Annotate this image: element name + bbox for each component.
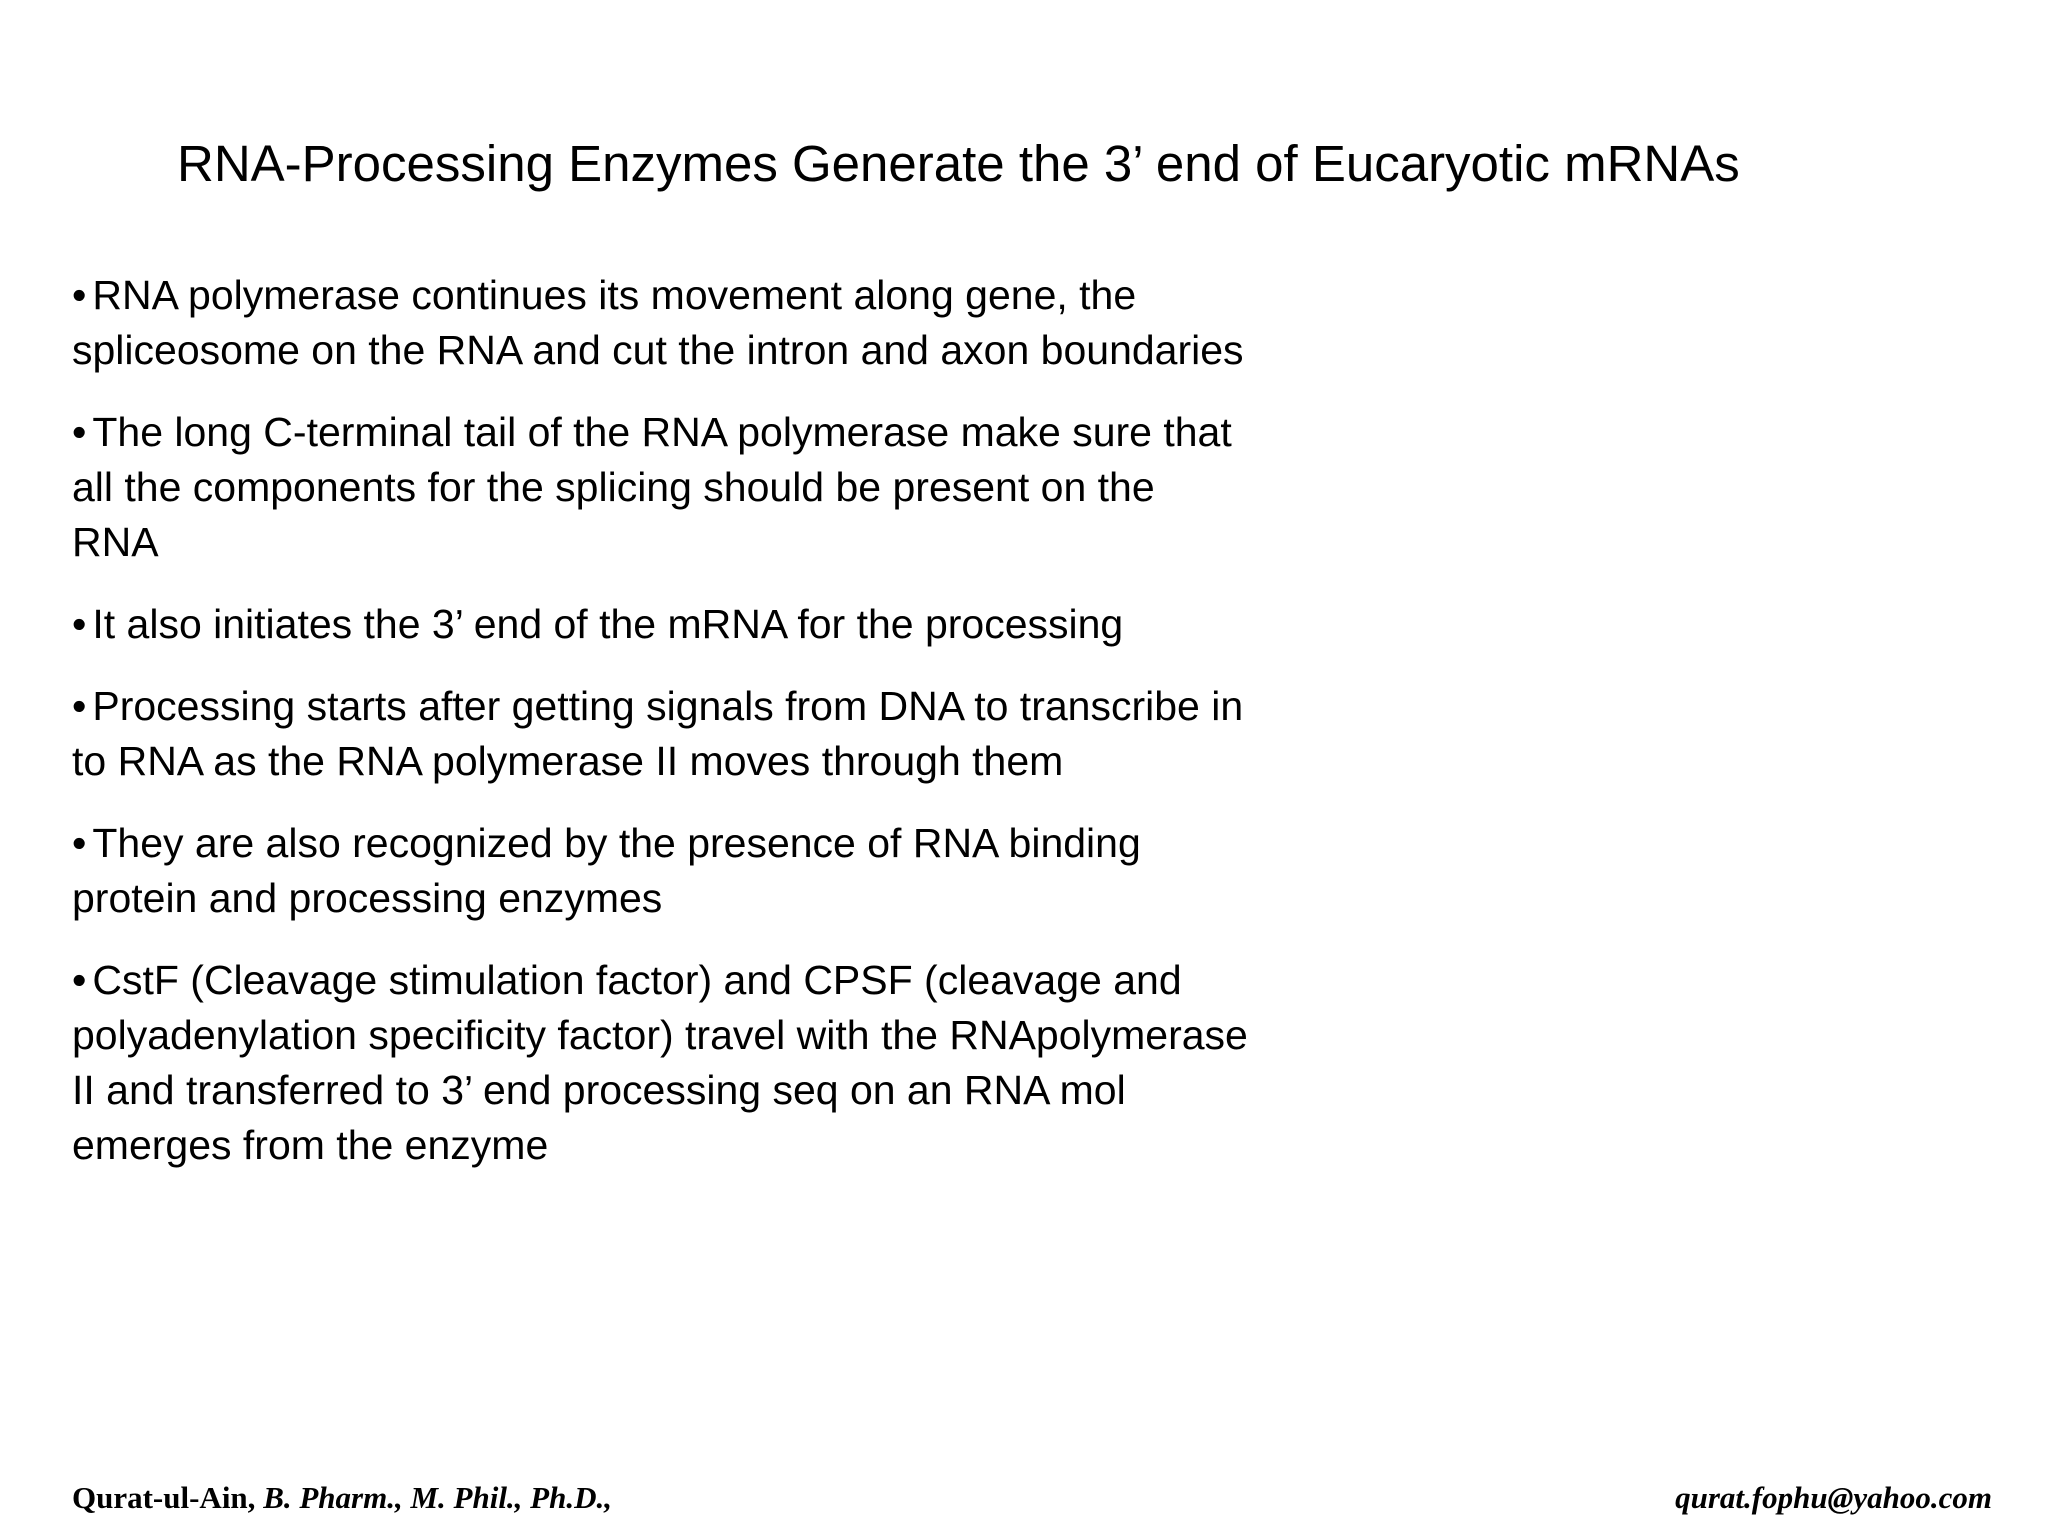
- bullet-text: It also initiates the 3’ end of the mRNA for the processing: [92, 601, 1124, 647]
- bullet-item: [72, 268, 1252, 378]
- footer-email: qurat.fophu@yahoo.com: [1675, 1480, 1992, 1515]
- bullet-icon: •: [72, 683, 87, 729]
- bullet-item: [72, 816, 1252, 926]
- author-name: Qurat-ul-Ain,: [72, 1480, 256, 1515]
- bullet-item: [72, 405, 1252, 570]
- bullet-text: The long C-terminal tail of the RNA polymerase make sure that all the components for the splicing should be present on the RNA: [72, 409, 1232, 565]
- bullet-icon: •: [72, 957, 87, 1003]
- bullet-icon: •: [72, 601, 87, 647]
- bullet-item: [72, 679, 1252, 789]
- bullet-icon: •: [72, 409, 87, 455]
- bullet-text: CstF (Cleavage stimulation factor) and CPSF (cleavage and polyadenylation specificity factor) travel with the RNApolymerase II and transferred to 3’ end processing seq on an RNA mol emerges from the enzyme: [72, 957, 1248, 1168]
- bullet-list: [72, 268, 1252, 1200]
- slide-title: RNA-Processing Enzymes Generate the 3’ end of Eucaryotic mRNAs: [177, 135, 1740, 192]
- bullet-item: [72, 953, 1252, 1173]
- bullet-icon: •: [72, 820, 87, 866]
- bullet-text: Processing starts after getting signals from DNA to transcribe in to RNA as the RNA polymerase II moves through them: [72, 683, 1244, 784]
- bullet-icon: •: [72, 272, 87, 318]
- bullet-text: RNA polymerase continues its movement along gene, the spliceosome on the RNA and cut the intron and axon boundaries: [72, 272, 1244, 373]
- bullet-item: [72, 597, 1252, 652]
- footer-author: [72, 1480, 612, 1516]
- author-credentials: B. Pharm., M. Phil., Ph.D.,: [263, 1480, 612, 1515]
- bullet-text: They are also recognized by the presence of RNA binding protein and processing enzymes: [72, 820, 1141, 921]
